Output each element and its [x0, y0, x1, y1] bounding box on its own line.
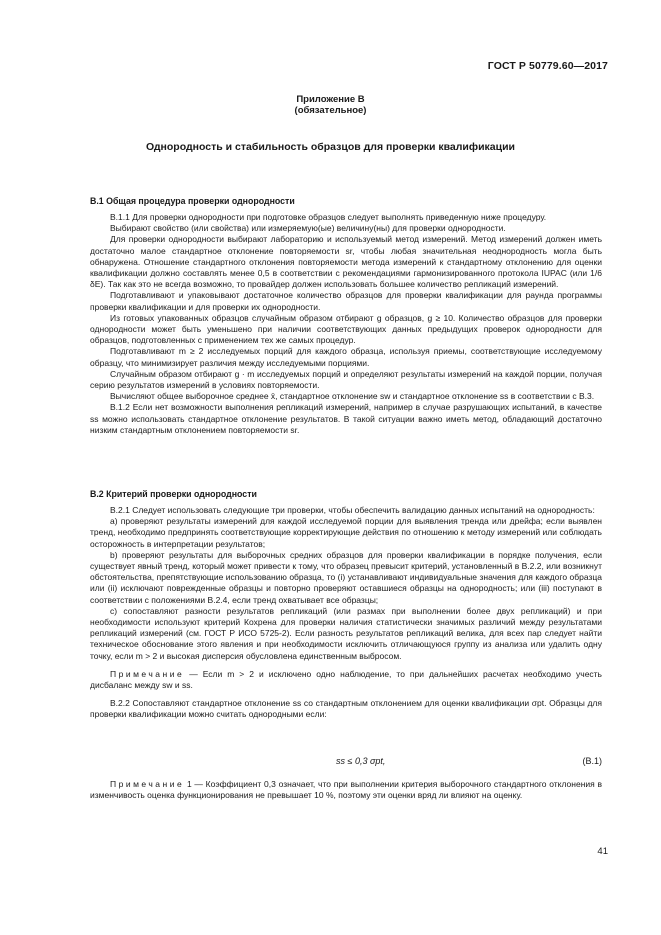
- paragraph: Подготавливают и упаковывают достаточное количество образцов для проверки квалификации для раунда программы проверки квалификации и для проверки их однородности.: [90, 290, 602, 312]
- list-item: с) сопоставляют разности результатов репликаций (или размах при выполнении более двух репликаций) и при необходимости используют критерий Кохрена для проверки наличия статистически значимых различий между результатами репликаций измерений (см. ГОСТ Р ИСО 5725-2). Если разность результатов репликаций велика, для всех пар следует найти техническое обоснование этого явления и при необходимости исключить отличающуюся группу из анализа или удалить одну точку, если m > 2 и высокая дисперсия обусловлена единственным выбросом.: [90, 605, 602, 661]
- paragraph: B.1.1 Для проверки однородности при подготовке образцов следует выполнять приведенную ниже процедуру.: [110, 212, 547, 222]
- note-label: Примечание: [110, 668, 185, 679]
- paragraph: Подготавливают m ≥ 2 исследуемых порций для каждого образца, используя приемы, соответствующие исследуемому образцу, что минимизирует различия между исследуемыми порциями.: [90, 346, 602, 368]
- section-2-body: [90, 505, 602, 721]
- paragraph: Из готовых упакованных образцов случайным образом отбирают g образцов, g ≥ 10. Количество образцов для проверки однородности может быть уменьшено при наличии соответствующих данных предыдущих проверок однородности для образцов, подготовленных с применением тех же самых процедур.: [90, 312, 602, 346]
- note-text: — Если m > 2 и исключено одно наблюдение, то при дальнейших расчетах необходимо учесть дисбаланс между sw и ss.: [90, 668, 602, 691]
- paragraph: B.1.2 Если нет возможности выполнения репликаций измерений, например в случае разрушающих испытаний, в качестве ss можно использовать стандартное отклонение результатов. В такой ситуации важно иметь метод, обладающий достаточно низким стандартным отклонением повторяемости sr.: [90, 402, 602, 435]
- section-2-title: B.2 Критерий проверки однородности: [90, 489, 257, 499]
- note-2: [90, 779, 602, 801]
- paragraph: Выбирают свойство (или свойства) или измеряемую(ые) величину(ны) для проверки однородности.: [110, 223, 506, 234]
- main-title: Однородность и стабильность образцов для проверки квалификации: [145, 141, 515, 153]
- list-item: а) проверяют результаты измерений для каждой исследуемой порции для выявления тренда или дрейфа; если выявлен тренд, необходимо предпринять соответствующие корректирующие действия по отношению к методу измерений или соблюдать осторожность в интерпретации результатов;: [90, 516, 602, 549]
- appendix-heading: [0, 94, 661, 116]
- note-label: Примечание: [110, 779, 185, 789]
- formula: ss ≤ 0,3 σpt,: [336, 756, 386, 766]
- paragraph: Вычисляют общее выборочное среднее x̄, стандартное отклонение sw и стандартное отклонение ss в соответствии с B.3.: [110, 391, 595, 402]
- appendix-subtitle: (обязательное): [294, 105, 367, 116]
- section-1-title: B.1 Общая процедура проверки однородности: [90, 196, 295, 206]
- note-text: 1 — Коэффициент 0,3 означает, что при выполнении критерия выборочного стандартного отклонения в изменчивость оценка функционирования не превышает 10 %, поэтому эти оценки вряд ли влияют на оценку.: [90, 779, 602, 801]
- standard-number: ГОСТ Р 50779.60—2017: [487, 60, 608, 72]
- paragraph: B.2.1 Следует использовать следующие три проверки, чтобы обеспечить валидацию данных испытаний на однородность:: [110, 505, 595, 515]
- paragraph: B.2.2 Сопоставляют стандартное отклонение ss со стандартным отклонением для оценки квалификации σpt. Образцы для проверки квалификации можно считать однородными если:: [90, 698, 602, 720]
- paragraph: Случайным образом отбирают g · m исследуемых порций и определяют результаты измерений на каждой порции, получая серию результатов измерений в условиях повторяемости.: [90, 368, 602, 391]
- section-1-body: [90, 212, 602, 436]
- list-item: b) проверяют результаты для выборочных средних образцов для проверки квалификации в порядке получения, если существует явный тренд, который может привести к тому, что образец превысит критерий, установленный в B.2.2, или возникнут обстоятельства, препятствующие использованию образца, то (i) устанавливают индивидуальные значения для каждого образца или (ii) исключают поврежденные образцы и повторно проверяют оставшиеся образцы на однородность; или (iii) поступают в соответствии с положениями B.2.4, если тренд охватывает все образцы;: [90, 549, 602, 605]
- appendix-title: Приложение B: [296, 94, 365, 105]
- paragraph: Для проверки однородности выбирают лабораторию и используемый метод измерений. Метод измерений должен иметь достаточно малое стандартное отклонение повторяемости sr, чтобы любая значительная неоднородность могла быть обнаружена. Отношение стандартного отклонения повторяемости метода измерений к стандартному отклонению для оценки квалификации должно составлять менее 0,5 в соответствии с рекомендациями гармонизированного протокола IUPAC (или 1/6 δE). Так как это не всегда возможно, то провайдер должен использовать большее количество репликаций измерений.: [90, 234, 602, 290]
- note-1: [90, 669, 602, 691]
- note-2-block: [90, 779, 602, 801]
- page-number: 41: [597, 846, 608, 857]
- formula-number: (B.1): [582, 756, 602, 766]
